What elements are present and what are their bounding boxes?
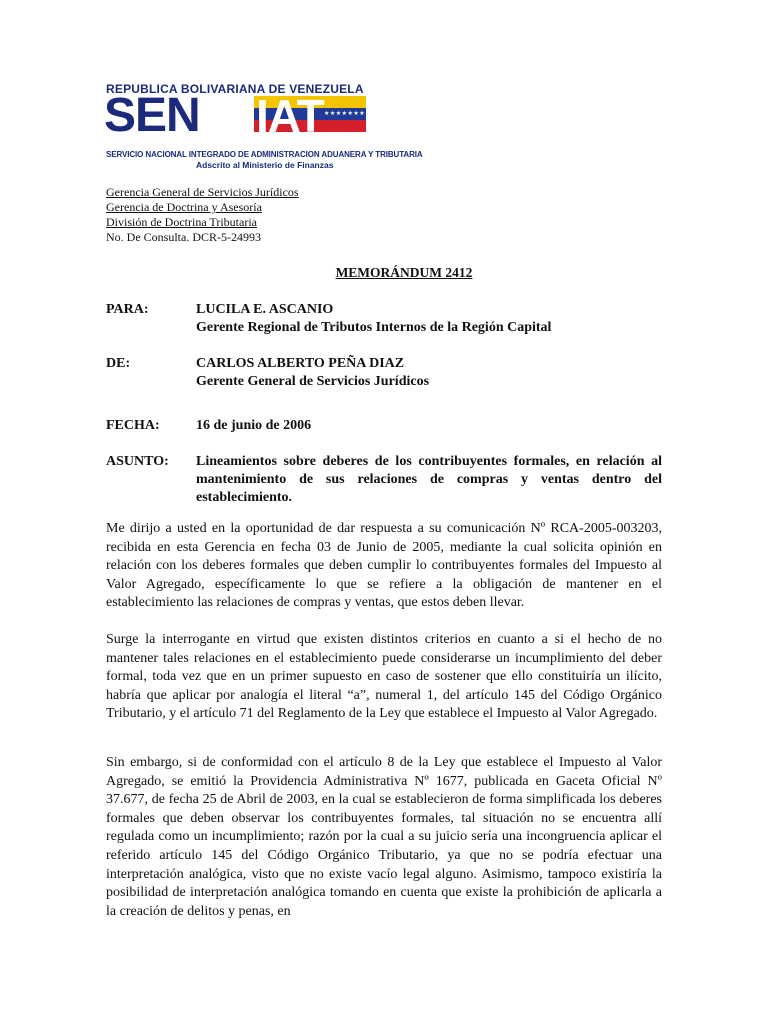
republica-heading: REPUBLICA BOLIVARIANA DE VENEZUELA <box>106 82 364 96</box>
logo-sen-text: SEN <box>104 89 200 142</box>
logo-iat-text: IAT <box>256 90 324 142</box>
adscrito-heading: Adscrito al Ministerio de Finanzas <box>196 160 334 170</box>
servicio-heading: SERVICIO NACIONAL INTEGRADO DE ADMINISTRACION ADUANERA Y TRIBUTARIA <box>106 150 423 159</box>
seniat-logo <box>104 82 423 174</box>
de-label: DE: <box>106 356 131 371</box>
para-label: PARA: <box>106 302 149 317</box>
fecha-value: 16 de junio de 2006 <box>196 418 312 433</box>
reference-block <box>106 185 299 245</box>
flag-stars-icon: ★★★★★★★★ <box>324 110 372 117</box>
para-role: Gerente Regional de Tributos Internos de la Región Capital <box>196 320 552 335</box>
para-name: LUCILA E. ASCANIO <box>196 302 334 317</box>
ref-consulta-number: No. De Consulta. DCR-5-24993 <box>106 230 261 244</box>
body-paragraph-1: Me dirijo a usted en la oportunidad de dar respuesta a su comunicación Nº RCA-2005-003203, recibida en esta Gerencia en fecha 03 de Junio de 2005, mediante la cual solicita opinión en relación con los deberes formales que deben cumplir lo contribuyentes formales del Impuesto al Valor Agregado, específicamente lo que se refiere a la obligación de mantener en el establecimiento las relaciones de compras y ventas, que estos deben llevar. <box>106 521 662 611</box>
ref-gerencia-general: Gerencia General de Servicios Jurídicos <box>106 185 299 199</box>
memo-title: MEMORÁNDUM 2412 <box>335 265 473 280</box>
de-role: Gerente General de Servicios Jurídicos <box>196 374 430 389</box>
ref-division-doctrina: División de Doctrina Tributaria <box>106 215 257 229</box>
fecha-label: FECHA: <box>106 418 160 433</box>
ref-gerencia-doctrina: Gerencia de Doctrina y Asesoría <box>106 200 262 214</box>
asunto-value: Lineamientos sobre deberes de los contribuyentes formales, en relación al mantenimiento de sus relaciones de compras y ventas dentro del establecimiento. <box>196 454 662 505</box>
body-paragraph-2: Surge la interrogante en virtud que existen distintos criterios en cuanto a si el hecho de no mantener tales relaciones en el establecimiento puede considerarse un incumplimiento del deber formal, toda vez que en un primer supuesto en caso de sostener que ello constituiría un ilícito, habría que aplicar por analogía el literal “a”, numeral 1, del artículo 145 del Código Orgánico Tributario, y el artículo 71 del Reglamento de la Ley que establece el Impuesto al Valor Agregado. <box>106 632 662 722</box>
body-paragraph-3: Sin embargo, si de conformidad con el artículo 8 de la Ley que establece el Impuesto al Valor Agregado, se emitió la Providencia Administrativa Nº 1677, publicada en Gaceta Oficial Nº 37.677, de fecha 25 de Abril de 2003, en la cual se establecieron de forma simplificada los deberes formales que deben observar los contribuyentes formales, tal situación no se encuentra allí regulada como un incumplimiento; razón por la cual a su juicio sería una incongruencia aplicar el referido artículo 145 del Código Orgánico Tributario, ya que no se podría efectuar una interpretación analógica, visto que no existe vacío legal alguno. Asimismo, tampoco existiría la posibilidad de interpretación analógica tomando en cuenta que existe la prohibición de aplicarla a la creación de delitos y penas, en <box>106 755 662 919</box>
asunto-label: ASUNTO: <box>106 454 169 469</box>
de-name: CARLOS ALBERTO PEÑA DIAZ <box>196 356 405 371</box>
